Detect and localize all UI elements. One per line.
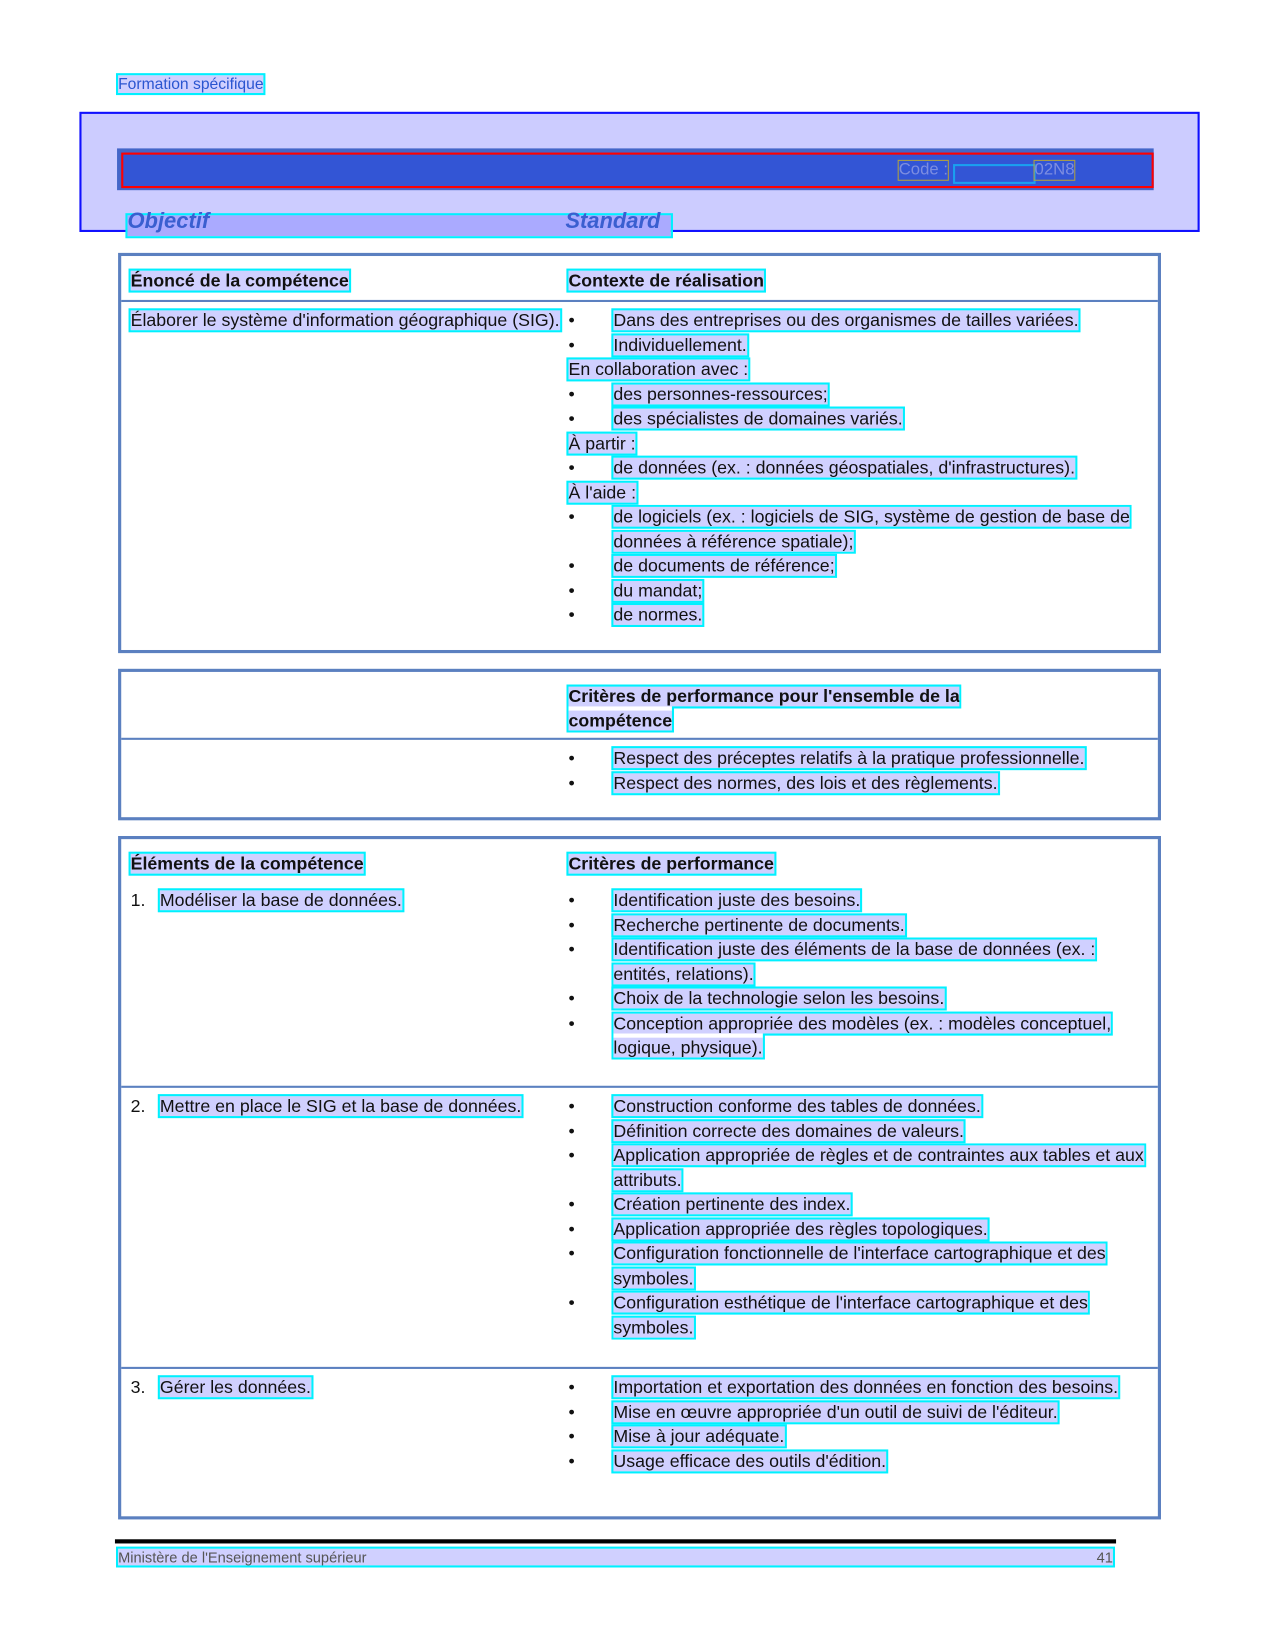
elements-table (118, 836, 1161, 1519)
list-item-text: de documents de référence; (613, 555, 835, 576)
bullet-icon: • (568, 748, 575, 769)
list-item (568, 333, 1153, 358)
list-item (568, 1424, 1153, 1449)
bullet-icon: • (568, 939, 575, 960)
elements-header: Éléments de la compétence (130, 853, 364, 874)
list-item-text: Importation et exportation des données en fonction des besoins. (613, 1377, 1119, 1398)
element-statement (131, 888, 549, 913)
bullet-icon: • (568, 1218, 575, 1239)
context-label (568, 431, 1153, 456)
code-label: Code : (898, 160, 948, 179)
criteria-list (568, 888, 1153, 1060)
page-number: 41 (1096, 1548, 1113, 1566)
bullet-icon: • (568, 1292, 575, 1313)
label-text: En collaboration avec : (568, 359, 749, 380)
list-item-text: de normes. (613, 605, 703, 625)
list-item-text: Individuellement. (613, 334, 747, 355)
table-header-row (121, 256, 1158, 300)
list-item (568, 986, 1153, 1011)
list-item-text: Identification juste des besoins. (613, 890, 861, 911)
bullet-icon: • (568, 506, 575, 527)
bullet-icon: • (568, 988, 575, 1009)
list-item (568, 1192, 1153, 1217)
element-number: 3. (130, 1377, 146, 1398)
list-item (568, 913, 1153, 938)
list-item-text: Identification juste des éléments de la base de données (ex. : entités, relations). (613, 939, 1096, 984)
section-objectif: Objectif (127, 208, 210, 234)
global-criteria-header: Critères de performance pour l'ensemble de la compétence (568, 686, 960, 731)
list-item (568, 603, 1153, 628)
context-list (568, 308, 1153, 627)
list-item (568, 1449, 1153, 1474)
list-item (568, 308, 1153, 333)
list-item-text: Configuration esthétique de l'interface cartographique et des symboles. (613, 1292, 1088, 1338)
bullet-icon: • (568, 1377, 575, 1398)
list-item (568, 505, 1153, 554)
element-text: Gérer les données. (159, 1377, 311, 1398)
list-item-text: Définition correcte des domaines de valeurs. (613, 1120, 964, 1141)
global-criteria-table (118, 669, 1161, 821)
footer-rule (115, 1539, 1116, 1543)
list-item-text: des personnes-ressources; (613, 384, 828, 404)
code-value: 02N8 (1034, 160, 1075, 179)
list-item-text: de logiciels (ex. : logiciels de SIG, système de gestion de base de données à référence spatiale); (613, 506, 1130, 552)
bullet-icon: • (568, 1096, 575, 1117)
bullet-icon: • (568, 1243, 575, 1264)
element-statement (131, 1094, 549, 1119)
list-item (568, 554, 1153, 579)
global-criteria-list (568, 746, 1153, 795)
table-row (121, 300, 1158, 628)
code-field (953, 164, 1036, 184)
table-row (121, 738, 1158, 795)
list-item (568, 1375, 1153, 1400)
list-item-text: Respect des normes, des lois et des règlements. (613, 772, 998, 793)
list-item (568, 771, 1153, 796)
bullet-icon: • (568, 334, 575, 355)
list-item-text: Application appropriée de règles et de contraintes aux tables et aux attributs. (613, 1145, 1144, 1190)
bullet-icon: • (568, 580, 575, 601)
list-item (568, 456, 1153, 481)
element-statement (131, 1375, 549, 1400)
criteria-list (568, 1375, 1153, 1473)
competence-statement: Élaborer le système d'information géographique (SIG). (130, 310, 560, 331)
bullet-icon: • (568, 1145, 575, 1166)
label-text: À l'aide : (568, 482, 637, 503)
left-header: Énoncé de la compétence (130, 270, 349, 291)
element-text: Mettre en place le SIG et la base de données. (159, 1096, 522, 1117)
list-item (568, 1400, 1153, 1425)
list-item (568, 1119, 1153, 1144)
list-item-text: Recherche pertinente de documents. (613, 914, 905, 935)
list-item (568, 937, 1153, 986)
competence-table (118, 253, 1161, 653)
list-item-text: Conception appropriée des modèles (ex. : modèles conceptuel, logique, physique). (613, 1013, 1112, 1058)
list-item (568, 1291, 1153, 1340)
list-item-text: Dans des entreprises ou des organismes de tailles variées. (613, 310, 1079, 331)
label-text: À partir : (568, 433, 636, 454)
criteria-list (568, 1094, 1153, 1340)
bullet-icon: • (568, 772, 575, 793)
list-item-text: Construction conforme des tables de données. (613, 1096, 981, 1117)
table-header-row (121, 839, 1158, 882)
list-item (568, 578, 1153, 603)
bullet-icon: • (568, 310, 575, 331)
footer-ministry: Ministère de l'Enseignement supérieur (118, 1548, 367, 1566)
bullet-icon: • (568, 457, 575, 478)
element-row (121, 882, 1158, 1086)
list-item-text: Usage efficace des outils d'édition. (613, 1450, 887, 1471)
bullet-icon: • (568, 1120, 575, 1141)
list-item-text: Mise à jour adéquate. (613, 1426, 785, 1447)
list-item (568, 746, 1153, 771)
table-header-row (121, 672, 1158, 738)
right-header: Contexte de réalisation (568, 270, 764, 291)
bullet-icon: • (568, 890, 575, 911)
element-number: 1. (130, 890, 146, 911)
section-standard: Standard (565, 208, 661, 234)
list-item-text: Respect des préceptes relatifs à la pratique professionnelle. (613, 748, 1085, 769)
list-item (568, 1241, 1153, 1290)
list-item (568, 1143, 1153, 1192)
bullet-icon: • (568, 914, 575, 935)
list-item-text: Choix de la technologie selon les besoins. (613, 988, 945, 1009)
list-item (568, 1011, 1153, 1060)
bullet-icon: • (568, 1401, 575, 1422)
list-item-text: Configuration fonctionnelle de l'interface cartographique et des symboles. (613, 1243, 1106, 1288)
list-item (568, 407, 1153, 432)
bullet-icon: • (568, 1426, 575, 1447)
element-row (121, 1367, 1158, 1474)
list-item (568, 382, 1153, 407)
list-item (568, 888, 1153, 913)
bullet-icon: • (568, 555, 575, 576)
context-label (568, 480, 1153, 505)
running-header: Formation spécifique (118, 75, 264, 94)
bullet-icon: • (568, 1450, 575, 1471)
criteria-header: Critères de performance (568, 853, 774, 874)
list-item-text: Création pertinente des index. (613, 1194, 851, 1215)
bullet-icon: • (568, 605, 575, 625)
list-item-text: des spécialistes de domaines variés. (613, 408, 903, 429)
list-item (568, 1217, 1153, 1242)
bullet-icon: • (568, 1194, 575, 1215)
bullet-icon: • (568, 384, 575, 404)
list-item-text: de données (ex. : données géospatiales, d'infrastructures). (613, 457, 1076, 478)
bullet-icon: • (568, 1013, 575, 1033)
list-item-text: Mise en œuvre appropriée d'un outil de suivi de l'éditeur. (613, 1401, 1058, 1422)
element-text: Modéliser la base de données. (159, 890, 402, 911)
bullet-icon: • (568, 408, 575, 429)
context-label (568, 357, 1153, 382)
footer (118, 1549, 1113, 1566)
element-row (121, 1086, 1158, 1367)
list-item-text: du mandat; (613, 580, 703, 601)
element-number: 2. (130, 1096, 146, 1117)
list-item (568, 1094, 1153, 1119)
list-item-text: Application appropriée des règles topologiques. (613, 1218, 988, 1239)
